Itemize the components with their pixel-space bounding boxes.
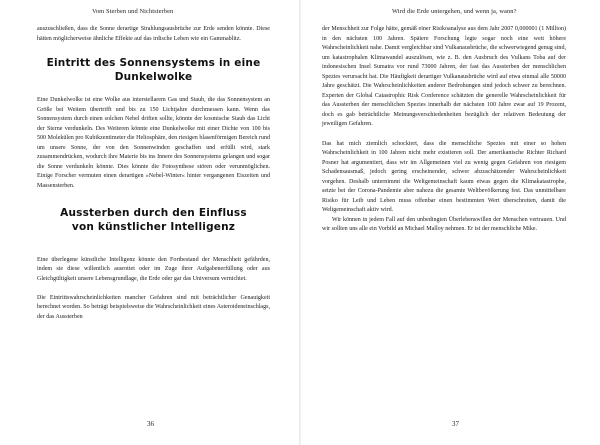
paragraph-gap [37,284,270,294]
right-paragraph-1: der Menschheit zur Folge hätte, gemäß einer Risikoanalyse aus dem Jahr 2007 0,000001 (1 Million) in den nächsten 100 Jahren. Spätere Forschung legte sogar noch eine weit höhere Wahrscheinlichkeit nahe. Damit vergleichbar sind Vulkanausbrüche, die schwerwiegend genug sind, um katastrophalen Klimawandel auszulösen, wie z. B. den Ausbruch des Vulkans Toba auf der indonesischen Insel Sumatra vor rund 73000 Jahren, der fast das Aussterben der menschlichen Spezies verursacht hat. Die Häufigkeit derartiger Vulkanausbrüche wird auf etwa einmal alle 50000 Jahre geschätzt. Die Wahrscheinlichkeiten anderer Bedrohungen sind jedoch schwer zu berechnen. Experten der Global Catastrophic Risk Conference schätzten die generelle Wahrscheinlichkeit für das Aussterben der menschlichen Spezies innerhalb der nächsten 100 Jahre zwar auf 19 Prozent, doch es gab beträchtliche Meinungsverschiedenheiten bezüglich der relativen Bedeutung der jeweiligen Gefahren. [322,26,566,128]
right-running-head: Wird die Erde untergehen, und wenn ja, wann? [392,8,517,15]
section-heading-ai [37,206,270,234]
section-heading-dark-cloud: Eintritt des Sonnensystems in eine Dunkelwolke [46,57,261,84]
section-heading-ai-line-1: Aussterben durch den Einfluss [60,206,247,219]
left-paragraph-2: Eine Dunkelwolke ist eine Wolke aus interstellarem Gas und Staub, die das Sonnensystem an Größe bei Weitem übertrifft und bis zu 150 Lichtjahre durchmessen kann. Wenn das Sonnensystem durch einen solchen Nebel driften sollte, könnte der kosmische Staub das Licht der Sterne verdunkeln. Des Weiteren könnte eine Dunkelwolke mit einer Dichte von 100 bis 500 Molekülen pro Kubikzentimeter die Heliosphäre, den riesigen blasenförmigen Bereich rund um unsere Sonne, der von den Sonnenwinden geschaffen und erfüllt wird, stark zusammendrücken, wodurch ihre Materie bis ins Innere des Sonnensystems gelangen und sogar die Sonne verdunkeln könnte. Dies könnte die Fotosynthese stören oder verunmöglichen. Einige Forscher vermuten einen derartigen »Nebel-Winter« hinter vergangenen Eiszeiten und Massensterben. [37,97,270,190]
right-page [300,0,600,445]
left-page-body [37,25,270,322]
left-running-head: Vom Sterben und Nichtsterben [92,8,174,15]
section-heading-ai-line-2: von künstlicher Intelligenz [71,220,236,233]
paragraph-gap [322,130,566,140]
left-paragraph-1: auszuschließen, dass die Sonne derartige Strahlungsausbrüche zur Erde senden könnte. Diese hätten möglicherweise ähnliche Effekte auf das irdische Leben wie ein Gammablitz. [37,26,270,42]
right-page-number: 37 [452,420,459,428]
right-page-body [322,25,566,235]
left-paragraph-4: Die Eintrittswahrscheinlichkeiten mancher Gefahren sind mit beträchtlicher Genauigkeit berechnet worden. So beträgt beispielsweise die Wahrscheinlichkeit eines Asteroideneinschlags, der das Aussterben [37,294,270,320]
left-paragraph-3: Eine überlegene künstliche Intelligenz könnte den Fortbestand der Menschheit gefährden, indem sie diese willentlich ausrottet oder im Zuge ihrer Aufgabenerfüllung oder aus Gleichgültigkeit unsere Lebensgrundlage, die Erde oder gar das Universum vernichtet. [37,256,270,282]
right-paragraph-3: Wir können in jedem Fall auf den unbedingten Überlebenswillen der Menschen vertrauen. Und wir sollten uns alle ein Vorbild an Michael Malloy nehmen. Er ist der menschliche Mike. [322,216,566,233]
left-page-number: 36 [147,420,154,428]
right-paragraph-2: Das hat mich ziemlich schockiert, dass die menschliche Spezies mit einer so hohen Wahrscheinlichkeit in 100 Jahren nicht mehr existieren soll. Der amerikanische Richter Richard Posner hat argumentiert, dass wir im Allgemeinen viel zu wenig gegen Gefahren von riesigem Schadensausmaß, jedoch gering erscheinender, schwer abzuschätzender Wahrscheinlichkeit vorgehen. Deshalb unternimmt die Weltgemeinschaft kaum etwas gegen die Klimakatastrophe, setzte bei der Corona-Pandemie aber nahezu die gesamte Weltbevölkerung fest. Das unmittelbare Risiko für Leib und Leben muss offenbar einen bestimmten Wert überschreiten, damit die Weltgemeinschaft aktiv wird. [322,140,566,214]
